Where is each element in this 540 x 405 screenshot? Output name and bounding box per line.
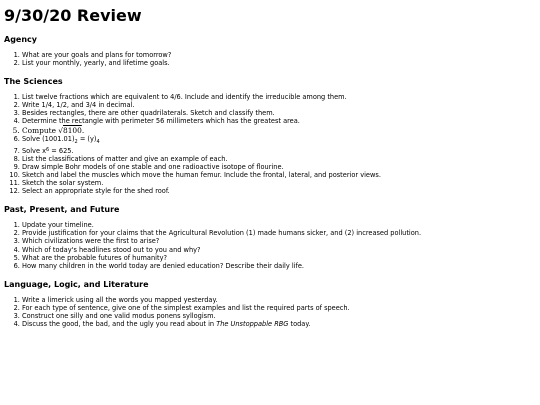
- section-heading-agency: Agency: [4, 35, 37, 44]
- list-item: 3. Construct one silly and one valid modus ponens syllogism.: [22, 312, 536, 320]
- list-item: 3. Besides rectangles, there are other quadrilaterals. Sketch and classify them.: [22, 109, 536, 117]
- section-agency: [4, 35, 536, 67]
- list-item: 1. What are your goals and plans for tomorrow?: [22, 51, 536, 59]
- section-heading-sciences: The Sciences: [4, 77, 63, 87]
- list-item: 1. Write a limerick using all the words you mapped yesterday.: [22, 296, 536, 304]
- list-item: 6. Solve $(1001.01)_2 = (y)_4$: [22, 135, 536, 146]
- list-item: 4. Determine the rectangle with perimeter 56 millimeters which has the greatest area.: [22, 117, 536, 125]
- section-heading-past: Past, Present, and Future: [4, 205, 120, 215]
- page-title: 9/30/20 Review: [4, 6, 142, 25]
- list-item: 4. Which of today's headlines stood out to you and why?: [22, 246, 536, 254]
- list-item: 12. Select an appropriate style for the shed roof.: [22, 187, 536, 195]
- list-item: 6. How many children in the world today are denied education? Describe their daily life.: [22, 262, 536, 270]
- list-item: 8. List the classifications of matter and give an example of each.: [22, 155, 536, 163]
- book-title: The Unstoppable RBG: [216, 320, 289, 329]
- list-item-math: 5. Compute √8100.: [22, 126, 536, 135]
- section-language: [4, 280, 536, 328]
- list-item: 2. Write 1/4, 1/2, and 3/4 in decimal.: [22, 101, 536, 109]
- list-item: 1. List twelve fractions which are equivalent to 4/6. Include and identify the irreducible among them.: [22, 93, 536, 101]
- list-item: 5. What are the probable futures of humanity?: [22, 254, 536, 262]
- list-item: 2. List your monthly, yearly, and lifetime goals.: [22, 59, 536, 67]
- list-item: 7. Solve $x^6 = 625$.: [22, 146, 536, 155]
- list-item: 2. Provide justification for your claims that the Agricultural Revolution (1) made humans sicker, and (2) increased pollution.: [22, 229, 536, 237]
- language-list: [4, 296, 536, 328]
- list-item: 2. For each type of sentence, give one of the simplest examples and list the required parts of speech.: [22, 304, 536, 312]
- list-item: 4. Discuss the good, the bad, and the ugly you read about in The Unstoppable RBG today.: [22, 320, 536, 328]
- list-item: 3. Which civilizations were the first to arise?: [22, 237, 536, 245]
- agency-list: [4, 51, 536, 67]
- past-list: [4, 221, 536, 270]
- list-item: 9. Draw simple Bohr models of one stable and one radioactive isotope of flourine.: [22, 163, 536, 171]
- section-past-present-future: [4, 205, 536, 270]
- list-item: 1. Update your timeline.: [22, 221, 536, 229]
- list-item: 11. Sketch the solar system.: [22, 179, 536, 187]
- sciences-list: [4, 93, 536, 195]
- section-sciences: [4, 77, 536, 195]
- list-item: 10. Sketch and label the muscles which move the human femur. Include the frontal, lateral, and posterior views.: [22, 171, 536, 179]
- section-heading-language: Language, Logic, and Literature: [4, 279, 149, 289]
